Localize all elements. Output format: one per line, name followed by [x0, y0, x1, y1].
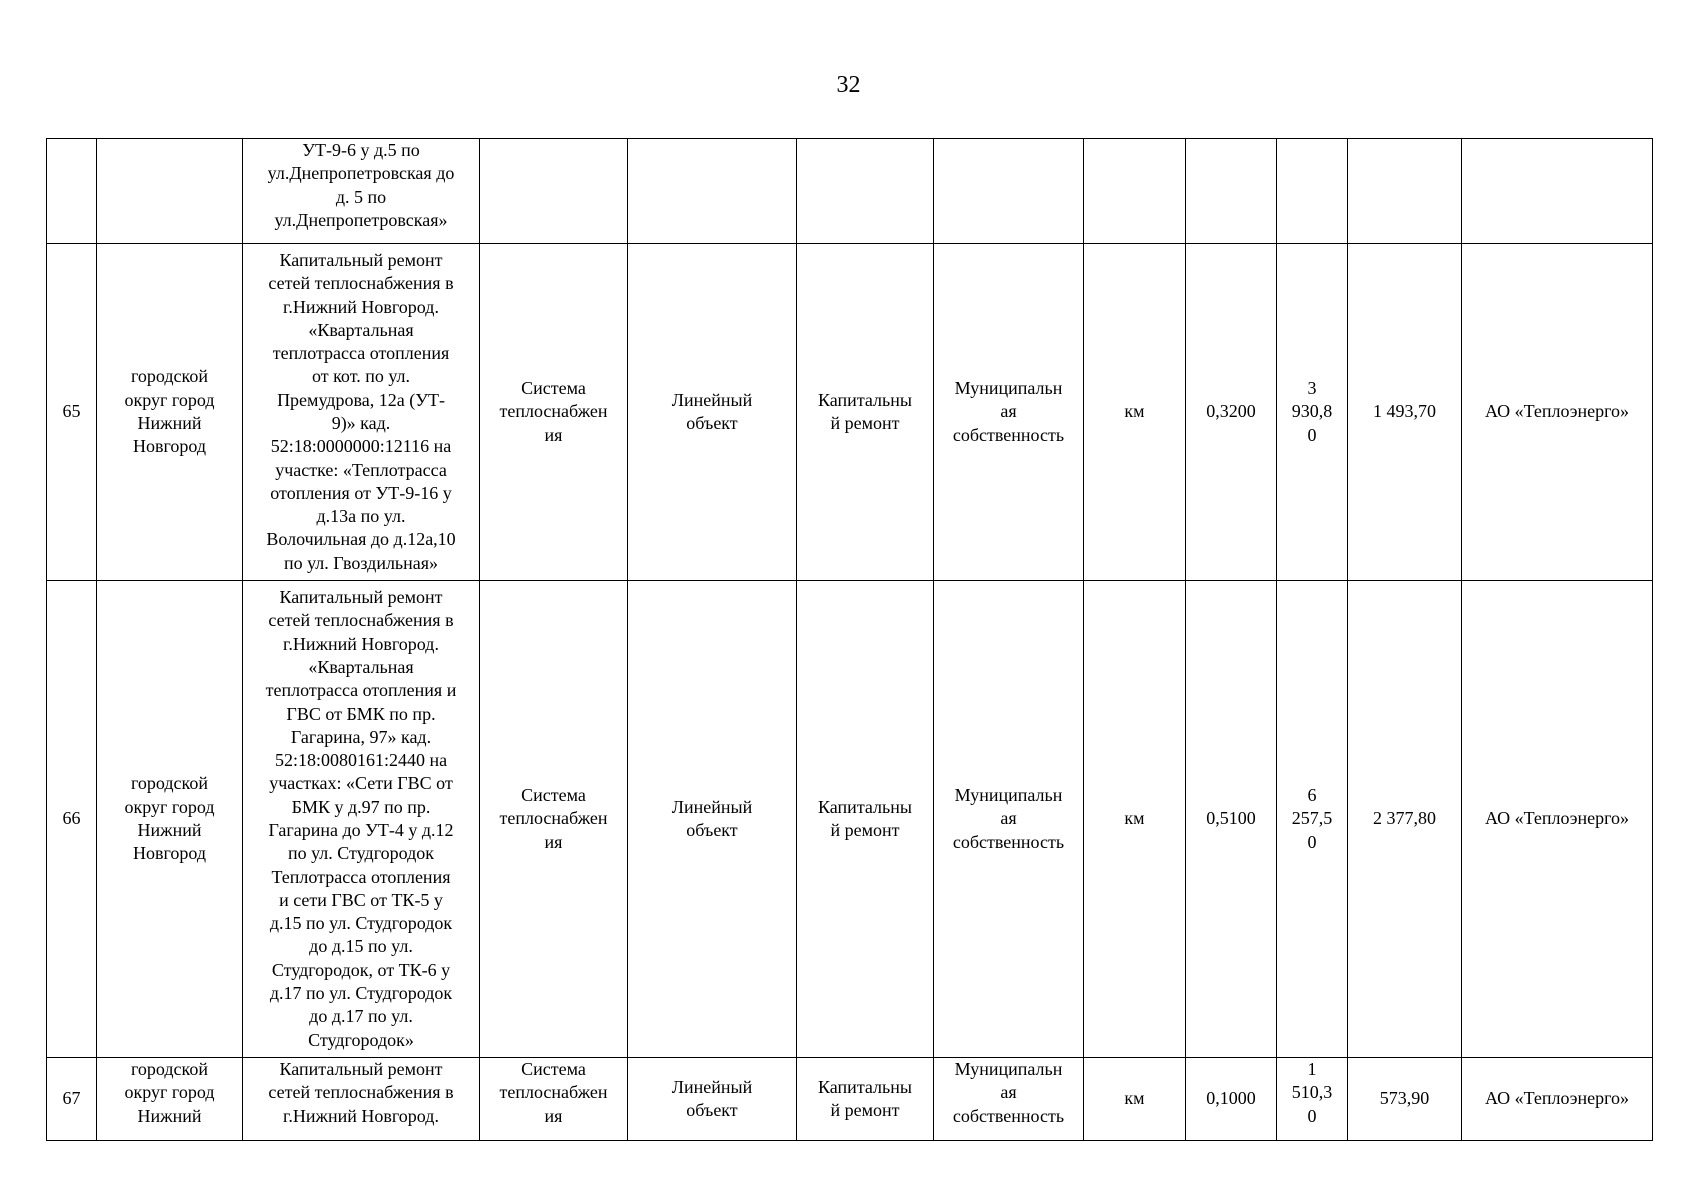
cell-num: 66	[47, 581, 97, 1058]
cell-object-type	[628, 139, 797, 244]
cell-description: Капитальный ремонт сетей теплоснабжения в г.Нижний Новгород. «Квартальная теплотрасса отопления и ГВС от БМК по пр. Гагарина, 97» кад. 52:18:0080161:2440 на участках: «Сети ГВС от БМК у д.97 по пр. Гагарина до УТ-4 у д.12 по ул. Студгородок Теплотрасса отопления и сети ГВС от ТК-5 у д.15 по ул. Студгородок до д.15 по ул. Студгородок, от ТК-6 у д.17 по ул. Студгородок до д.17 по ул. Студгородок»	[243, 581, 480, 1058]
cell-territory: городской округ город Нижний Новгород	[97, 244, 243, 581]
cell-num: 65	[47, 244, 97, 581]
cell-work-type: Капитальны й ремонт	[797, 1058, 934, 1141]
cell-unit: км	[1084, 581, 1186, 1058]
cell-amount: 2 377,80	[1348, 581, 1462, 1058]
data-table	[46, 138, 1653, 1141]
cell-territory: городской округ город Нижний Новгород	[97, 581, 243, 1058]
cell-territory: городской округ город Нижний	[97, 1058, 243, 1141]
cell-system: Система теплоснабжен ия	[480, 244, 628, 581]
table-row	[47, 139, 1653, 244]
cell-length: 0,5100	[1186, 581, 1277, 1058]
cell-object-type: Линейный объект	[628, 581, 797, 1058]
cell-unit: км	[1084, 1058, 1186, 1141]
cell-organization: АО «Теплоэнерго»	[1462, 244, 1653, 581]
cell-work-type	[797, 139, 934, 244]
cell-num: 67	[47, 1058, 97, 1141]
table-row	[47, 581, 1653, 1058]
cell-system: Система теплоснабжен ия	[480, 581, 628, 1058]
cell-work-type: Капитальны й ремонт	[797, 581, 934, 1058]
cell-cost: 1 510,3 0	[1277, 1058, 1348, 1141]
cell-cost: 6 257,5 0	[1277, 581, 1348, 1058]
cell-ownership	[934, 139, 1084, 244]
cell-description: Капитальный ремонт сетей теплоснабжения в г.Нижний Новгород. «Квартальная теплотрасса отопления от кот. по ул. Премудрова, 12а (УТ- 9)» кад. 52:18:0000000:12116 на участке: «Теплотрасса отопления от УТ-9-16 у д.13а по ул. Волочильная до д.12а,10 по ул. Гвоздильная»	[243, 244, 480, 581]
page-number: 32	[836, 72, 861, 98]
cell-description: Капитальный ремонт сетей теплоснабжения в г.Нижний Новгород.	[243, 1058, 480, 1141]
table-row	[47, 1058, 1653, 1141]
cell-cost	[1277, 139, 1348, 244]
cell-organization	[1462, 139, 1653, 244]
cell-amount: 573,90	[1348, 1058, 1462, 1141]
cell-amount	[1348, 139, 1462, 244]
cell-ownership: Муниципальн ая собственность	[934, 1058, 1084, 1141]
cell-ownership: Муниципальн ая собственность	[934, 581, 1084, 1058]
cell-ownership: Муниципальн ая собственность	[934, 244, 1084, 581]
cell-num	[47, 139, 97, 244]
cell-cost: 3 930,8 0	[1277, 244, 1348, 581]
cell-length: 0,3200	[1186, 244, 1277, 581]
cell-system: Система теплоснабжен ия	[480, 1058, 628, 1141]
cell-amount: 1 493,70	[1348, 244, 1462, 581]
cell-organization: АО «Теплоэнерго»	[1462, 581, 1653, 1058]
cell-system	[480, 139, 628, 244]
cell-description: УТ-9-6 у д.5 по ул.Днепропетровская до д. 5 по ул.Днепропетровская»	[243, 139, 480, 244]
cell-length: 0,1000	[1186, 1058, 1277, 1141]
cell-organization: АО «Теплоэнерго»	[1462, 1058, 1653, 1141]
cell-unit	[1084, 139, 1186, 244]
table-row	[47, 244, 1653, 581]
cell-object-type: Линейный объект	[628, 1058, 797, 1141]
cell-territory	[97, 139, 243, 244]
cell-length	[1186, 139, 1277, 244]
cell-object-type: Линейный объект	[628, 244, 797, 581]
cell-work-type: Капитальны й ремонт	[797, 244, 934, 581]
cell-unit: км	[1084, 244, 1186, 581]
